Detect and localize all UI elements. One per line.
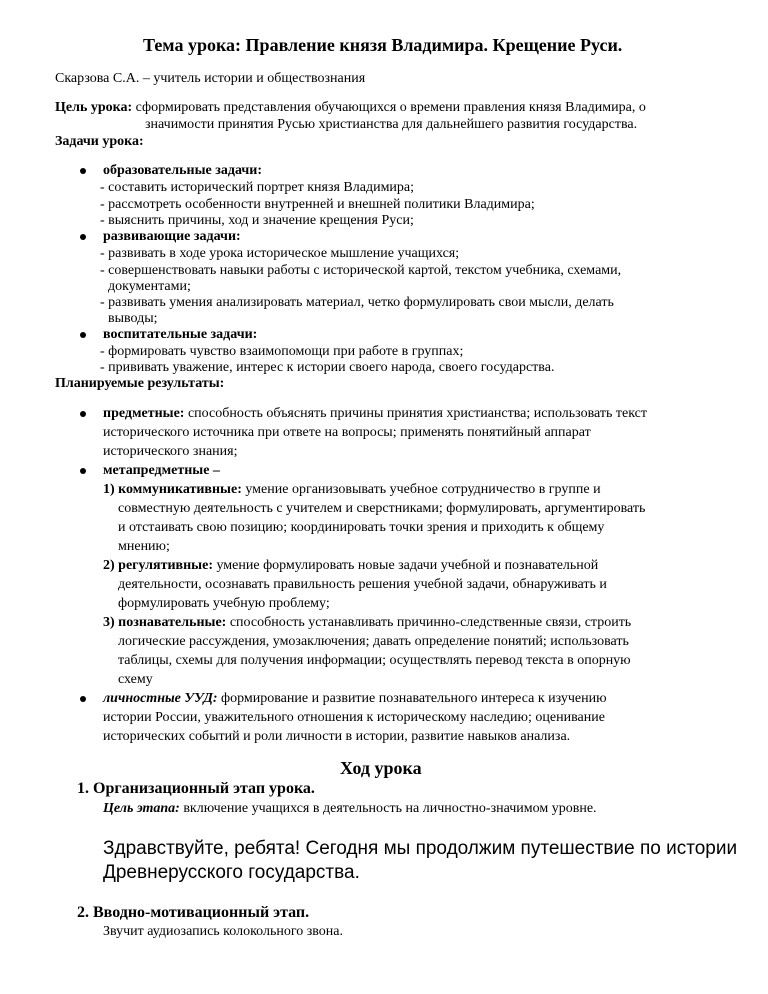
task-line: выводы; (108, 311, 158, 326)
task-line: - прививать уважение, интерес к истории своего народа, своего государства. (100, 360, 555, 375)
stage-aim-line (103, 800, 597, 817)
task-line: - составить исторический портрет князя Владимира; (100, 180, 415, 195)
task-line: документами; (108, 279, 191, 294)
meta-item-label: 1) коммуникативные: (103, 482, 242, 497)
bullet-icon (80, 332, 86, 338)
bullet-icon (80, 234, 86, 240)
task-line: - развивать в ходе урока историческое мышление учащихся; (100, 246, 460, 261)
goal-label: Цель урока: (55, 100, 133, 115)
meta-item-text: умение организовывать учебное сотрудничество в группе и (245, 482, 601, 497)
meta-item-line: деятельности, осознавать правильность решения учебной задачи, обнаруживать и (118, 577, 607, 592)
personal-results-line-3: исторических событий и роли личности в истории, развитие навыков анализа. (103, 729, 571, 744)
goal-line-2: значимости принятия Русью христианства для дальнейшего развития государства. (145, 117, 638, 132)
meta-item-line: схему (118, 672, 153, 687)
stage-aim-label: Цель этапа: (103, 801, 180, 816)
greeting-line-2: Древнерусского государства. (103, 862, 360, 883)
bullet-icon (80, 168, 86, 174)
subject-results-line-2: исторического источника при ответе на вопросы; применять понятийный аппарат (103, 425, 591, 440)
meta-item-line: совместную деятельность с учителем и сверстниками; формулировать, аргументировать (118, 501, 646, 516)
subject-results-line-3: исторического знания; (103, 444, 238, 459)
meta-item-line: формулировать учебную проблему; (118, 596, 330, 611)
meta-item-text: умение формулировать новые задачи учебной и познавательной (216, 558, 599, 573)
task-group-title: воспитательные задачи: (103, 327, 258, 342)
meta-item-text: способность устанавливать причинно-следственные связи, строить (229, 615, 632, 630)
meta-item-line: и отстаивать свою позицию; координировать точки зрения и приходить к общему (118, 520, 605, 535)
meta-item-line: мнению; (118, 539, 170, 554)
meta-item-label: 2) регулятивные: (103, 558, 213, 573)
stage-title: 2. Вводно-мотивационный этап. (77, 904, 310, 921)
task-group-title: образовательные задачи: (103, 163, 263, 178)
meta-item-line (103, 557, 598, 574)
bullet-icon (80, 696, 86, 702)
meta-item-label: 3) познавательные: (103, 615, 227, 630)
greeting-line-1: Здравствуйте, ребята! Сегодня мы продолжим путешествие по истории (103, 838, 738, 859)
task-line: - формировать чувство взаимопомощи при работе в группах; (100, 344, 464, 359)
meta-item-line: логические рассуждения, умозаключения; давать определение понятий; использовать (118, 634, 629, 649)
personal-results-label: личностные УУД: (103, 691, 218, 706)
task-group-title: развивающие задачи: (103, 229, 241, 244)
personal-results-line-1 (103, 690, 607, 707)
subject-results-text: способность объяснять причины принятия христианства; использовать текст (187, 406, 648, 421)
stage-aim-text: включение учащихся в деятельность на личностно-значимом уровне. (183, 801, 597, 816)
personal-results-line-2: истории России, уважительного отношения к историческому наследию; оценивание (103, 710, 605, 725)
subject-results-line-1 (103, 405, 647, 422)
meta-item-line (103, 481, 601, 498)
results-heading: Планируемые результаты: (55, 376, 225, 391)
bullet-icon (80, 411, 86, 417)
stage-title: 1. Организационный этап урока. (77, 780, 315, 797)
meta-results-label: метапредметные – (103, 463, 220, 478)
task-line: - рассмотреть особенности внутренней и внешней политики Владимира; (100, 197, 535, 212)
stage-note: Звучит аудиозапись колокольного звона. (103, 924, 343, 939)
course-heading: Ход урока (340, 758, 422, 778)
personal-results-text: формирование и развитие познавательного интереса к изучению (221, 691, 607, 706)
meta-item-line: таблицы, схемы для получения информации; осуществлять перевод текста в опорную (118, 653, 631, 668)
author-line: Скарзова С.А. – учитель истории и обществознания (55, 71, 366, 86)
meta-item-line (103, 614, 631, 631)
subject-results-label: предметные: (103, 406, 185, 421)
tasks-heading: Задачи урока: (55, 134, 144, 149)
goal-line-1 (55, 99, 646, 116)
task-line: - выяснить причины, ход и значение крещения Руси; (100, 213, 414, 228)
task-line: - развивать умения анализировать материал, четко формулировать свои мысли, делать (100, 295, 614, 310)
page-title: Тема урока: Правление князя Владимира. Крещение Руси. (143, 35, 623, 55)
task-line: - совершенствовать навыки работы с исторической картой, текстом учебника, схемами, (100, 263, 622, 278)
goal-text-1: сформировать представления обучающихся о времени правления князя Владимира, о (135, 100, 646, 115)
bullet-icon (80, 468, 86, 474)
